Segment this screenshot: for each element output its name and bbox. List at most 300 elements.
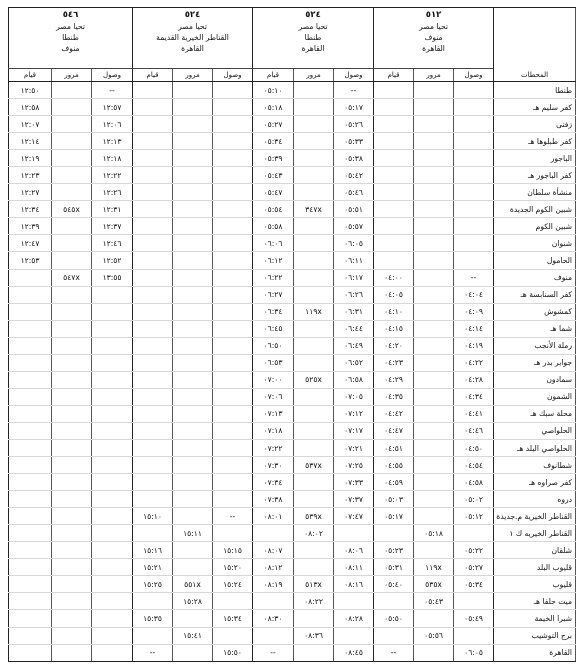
departure-time: ٠٤:٢٩ bbox=[374, 371, 414, 388]
departure-time bbox=[374, 525, 414, 542]
arrival-time bbox=[213, 303, 253, 320]
station-name: شبرا الخيمة bbox=[494, 610, 576, 627]
arrival-time: -- bbox=[334, 82, 374, 99]
pass-time: ١٥:٤١ bbox=[173, 627, 213, 644]
station-name: محلة سبك هـ bbox=[494, 405, 576, 422]
departure-time: ٠٦:٢٢ bbox=[253, 269, 294, 286]
arrival-time bbox=[213, 116, 253, 133]
arrival-time bbox=[92, 559, 133, 576]
pass-time bbox=[52, 354, 92, 371]
train-route-line: منوف bbox=[424, 33, 443, 42]
pass-time bbox=[52, 491, 92, 508]
departure-time: -- bbox=[374, 644, 414, 661]
departure-time: ١٥:٢١ bbox=[133, 559, 173, 576]
pass-time bbox=[173, 235, 213, 252]
station-name: جوابر بدر هـ bbox=[494, 354, 576, 371]
train-route-line: طنطا bbox=[304, 33, 322, 42]
arrival-time: ٠٦:٥٨ bbox=[334, 371, 374, 388]
departure-time bbox=[9, 610, 52, 627]
station-name: القناطر الخيريه ك ١ bbox=[494, 525, 576, 542]
arrival-time bbox=[92, 542, 133, 559]
pass-time bbox=[173, 133, 213, 150]
departure-time bbox=[133, 491, 173, 508]
station-name: منشأة سلطان bbox=[494, 184, 576, 201]
column-pass-label: مرور bbox=[414, 69, 454, 82]
departure-time: -- bbox=[253, 644, 294, 661]
pass-time bbox=[294, 286, 334, 303]
pass-time bbox=[414, 354, 454, 371]
pass-time bbox=[414, 491, 454, 508]
pass-time bbox=[52, 388, 92, 405]
departure-time: ٠٨:١٢ bbox=[253, 559, 294, 576]
arrival-time: -- bbox=[454, 269, 494, 286]
pass-time bbox=[294, 610, 334, 627]
train-number: ٥٢٤ bbox=[305, 10, 321, 20]
station-name: كفر السنابسة هـ bbox=[494, 286, 576, 303]
arrival-time: ٠٦:٠٥ bbox=[334, 235, 374, 252]
departure-time bbox=[9, 405, 52, 422]
station-name: قليوب bbox=[494, 576, 576, 593]
arrival-time bbox=[454, 218, 494, 235]
pass-time: ١١٩x bbox=[294, 303, 334, 320]
pass-time bbox=[173, 286, 213, 303]
arrival-time bbox=[92, 320, 133, 337]
departure-time: ١٢:١٩ bbox=[9, 150, 52, 167]
departure-time bbox=[9, 627, 52, 644]
pass-time bbox=[414, 82, 454, 99]
pass-time bbox=[173, 201, 213, 218]
column-arr-label: وصول bbox=[213, 69, 253, 82]
pass-time bbox=[414, 218, 454, 235]
pass-time bbox=[414, 99, 454, 116]
pass-time bbox=[173, 610, 213, 627]
departure-time: ١٢:٣٩ bbox=[9, 218, 52, 235]
pass-time bbox=[414, 388, 454, 405]
departure-time bbox=[374, 167, 414, 184]
station-name: القناطر الخيرية م.جديدة bbox=[494, 508, 576, 525]
departure-time: ٠٤:٥١ bbox=[374, 439, 414, 456]
train-route-line: منوف bbox=[61, 44, 80, 53]
arrival-time: ٠٤:٥٨ bbox=[454, 474, 494, 491]
departure-time bbox=[9, 491, 52, 508]
arrival-time bbox=[92, 491, 133, 508]
departure-time bbox=[133, 201, 173, 218]
departure-time bbox=[133, 269, 173, 286]
departure-time bbox=[374, 133, 414, 150]
arrival-time bbox=[334, 525, 374, 542]
arrival-time bbox=[92, 286, 133, 303]
departure-time: ٠٥:٤٠ bbox=[374, 576, 414, 593]
pass-time bbox=[414, 150, 454, 167]
arrival-time bbox=[92, 457, 133, 474]
departure-time: ١٥:١٦ bbox=[133, 542, 173, 559]
train-route-line: القناطر الخيرية القديمة bbox=[156, 33, 229, 42]
departure-time bbox=[133, 439, 173, 456]
arrival-time bbox=[213, 457, 253, 474]
departure-time: ٠٨:٣٠ bbox=[253, 610, 294, 627]
departure-time bbox=[133, 422, 173, 439]
pass-time: ١٥:٢٨ bbox=[173, 593, 213, 610]
pass-time bbox=[52, 576, 92, 593]
train-route-line: القاهرة bbox=[422, 44, 445, 53]
pass-time bbox=[414, 269, 454, 286]
station-name: ميت حلفا هـ bbox=[494, 593, 576, 610]
pass-time: ٠٥:٥٦ bbox=[414, 627, 454, 644]
pass-time bbox=[414, 167, 454, 184]
pass-time bbox=[52, 133, 92, 150]
departure-time bbox=[9, 269, 52, 286]
table-row bbox=[9, 184, 576, 201]
pass-time bbox=[414, 320, 454, 337]
arrival-time: ٠٥:٥٧ bbox=[334, 218, 374, 235]
table-row bbox=[9, 82, 576, 99]
table-row bbox=[9, 99, 576, 116]
pass-time bbox=[173, 439, 213, 456]
arrival-time bbox=[213, 337, 253, 354]
departure-time bbox=[9, 525, 52, 542]
departure-time bbox=[133, 354, 173, 371]
pass-time bbox=[173, 218, 213, 235]
arrival-time: ٠٤:٠٩ bbox=[454, 303, 494, 320]
arrival-time: ٠٥:١٧ bbox=[334, 99, 374, 116]
arrival-time: ٠٧:١٧ bbox=[334, 422, 374, 439]
departure-time: ٠٦:٠٦ bbox=[253, 235, 294, 252]
table-row bbox=[9, 525, 576, 542]
pass-time bbox=[173, 269, 213, 286]
arrival-time bbox=[213, 422, 253, 439]
departure-time: ٠٧:١٣ bbox=[253, 405, 294, 422]
column-arr-label: وصول bbox=[454, 69, 494, 82]
arrival-time bbox=[92, 474, 133, 491]
departure-time: ١٢:٥٣ bbox=[9, 252, 52, 269]
arrival-time bbox=[454, 82, 494, 99]
departure-time: ٠٥:١٨ bbox=[253, 99, 294, 116]
pass-time bbox=[414, 439, 454, 456]
stations-header-label: المحطات bbox=[520, 71, 549, 79]
arrival-time bbox=[213, 627, 253, 644]
pass-time: ٥٣٩x bbox=[294, 508, 334, 525]
departure-time: ٠٦:١٢ bbox=[253, 252, 294, 269]
departure-time: ١٢:٤٧ bbox=[9, 235, 52, 252]
arrival-time bbox=[92, 644, 133, 661]
table-row bbox=[9, 627, 576, 644]
departure-time: ١٥:٢٥ bbox=[133, 576, 173, 593]
departure-time bbox=[9, 354, 52, 371]
pass-time bbox=[52, 610, 92, 627]
pass-time bbox=[52, 371, 92, 388]
arrival-time: ٠٤:١٤ bbox=[454, 320, 494, 337]
departure-time: ٠٤:٤٢ bbox=[374, 405, 414, 422]
arrival-time bbox=[213, 269, 253, 286]
column-dep-label: قيام bbox=[374, 69, 414, 82]
pass-time bbox=[294, 235, 334, 252]
departure-time: ٠٤:٢٠ bbox=[374, 337, 414, 354]
station-name: القاهرة bbox=[494, 644, 576, 661]
departure-time bbox=[9, 320, 52, 337]
pass-time bbox=[52, 405, 92, 422]
departure-time: ٠٥:٤٣ bbox=[253, 167, 294, 184]
pass-time bbox=[294, 439, 334, 456]
pass-time bbox=[52, 320, 92, 337]
station-name: الباجور bbox=[494, 150, 576, 167]
pass-time bbox=[52, 644, 92, 661]
pass-time bbox=[173, 167, 213, 184]
pass-time bbox=[414, 508, 454, 525]
station-name: سمادون bbox=[494, 371, 576, 388]
pass-time bbox=[294, 542, 334, 559]
departure-time bbox=[9, 474, 52, 491]
table-row bbox=[9, 269, 576, 286]
arrival-time: ١٣:٥٥ bbox=[92, 269, 133, 286]
pass-time: ٥٤٥x bbox=[52, 201, 92, 218]
pass-time bbox=[414, 371, 454, 388]
pass-time bbox=[52, 627, 92, 644]
table-row bbox=[9, 610, 576, 627]
pass-time bbox=[414, 457, 454, 474]
departure-time: ٠٥:٥٤ bbox=[253, 201, 294, 218]
departure-time bbox=[9, 559, 52, 576]
arrival-time: ٠٥:٤٢ bbox=[334, 167, 374, 184]
pass-time bbox=[294, 388, 334, 405]
departure-time bbox=[9, 371, 52, 388]
departure-time bbox=[9, 286, 52, 303]
pass-time: ١٥:١١ bbox=[173, 525, 213, 542]
departure-time: ١٢:٢٧ bbox=[9, 184, 52, 201]
pass-time bbox=[173, 388, 213, 405]
departure-time bbox=[133, 82, 173, 99]
arrival-time bbox=[454, 525, 494, 542]
pass-time bbox=[52, 508, 92, 525]
pass-time bbox=[294, 320, 334, 337]
departure-time bbox=[9, 644, 52, 661]
departure-time bbox=[133, 218, 173, 235]
departure-time bbox=[253, 593, 294, 610]
pass-time bbox=[294, 405, 334, 422]
table-row bbox=[9, 133, 576, 150]
station-name: برج التوشيب bbox=[494, 627, 576, 644]
arrival-time: ٠٥:٣٨ bbox=[334, 150, 374, 167]
arrival-time bbox=[213, 525, 253, 542]
pass-time: ٥٢٥x bbox=[294, 371, 334, 388]
table-row bbox=[9, 252, 576, 269]
arrival-time: ٠٤:١٩ bbox=[454, 337, 494, 354]
pass-time bbox=[294, 422, 334, 439]
departure-time: ٠٤:٠٠ bbox=[374, 269, 414, 286]
arrival-time: ٠٦:٣١ bbox=[334, 303, 374, 320]
arrival-time bbox=[454, 116, 494, 133]
pass-time bbox=[173, 252, 213, 269]
departure-time: ٠٦:٢٧ bbox=[253, 286, 294, 303]
table-row bbox=[9, 218, 576, 235]
pass-time bbox=[52, 474, 92, 491]
pass-time bbox=[173, 337, 213, 354]
departure-time: ٠٦:٤٥ bbox=[253, 320, 294, 337]
departure-time bbox=[9, 457, 52, 474]
table-row bbox=[9, 422, 576, 439]
table-row bbox=[9, 201, 576, 218]
pass-time bbox=[414, 474, 454, 491]
column-pass-label: مرور bbox=[294, 69, 334, 82]
pass-time bbox=[294, 269, 334, 286]
arrival-time: ١٢:٢٦ bbox=[92, 184, 133, 201]
station-name: شبين الكوم الجديدة bbox=[494, 201, 576, 218]
pass-time bbox=[173, 644, 213, 661]
departure-time bbox=[133, 627, 173, 644]
arrival-time: ١٢:١٨ bbox=[92, 150, 133, 167]
pass-time bbox=[173, 354, 213, 371]
table-row bbox=[9, 474, 576, 491]
pass-time bbox=[294, 184, 334, 201]
arrival-time bbox=[454, 593, 494, 610]
pass-time bbox=[52, 286, 92, 303]
departure-time bbox=[9, 576, 52, 593]
table-row bbox=[9, 491, 576, 508]
departure-time: ١٥:٣٥ bbox=[133, 610, 173, 627]
pass-time bbox=[294, 559, 334, 576]
departure-time bbox=[9, 337, 52, 354]
arrival-time bbox=[92, 371, 133, 388]
arrival-time bbox=[213, 235, 253, 252]
departure-time bbox=[9, 542, 52, 559]
arrival-time bbox=[213, 371, 253, 388]
arrival-time: ١٢:٢٢ bbox=[92, 167, 133, 184]
train-route-line: تحيا مصر bbox=[419, 22, 448, 31]
pass-time bbox=[52, 184, 92, 201]
station-name: شنوان bbox=[494, 235, 576, 252]
departure-time bbox=[133, 337, 173, 354]
station-name: زفتى bbox=[494, 116, 576, 133]
departure-time: ٠٤:٤٧ bbox=[374, 422, 414, 439]
station-name: شلقان bbox=[494, 542, 576, 559]
pass-time bbox=[414, 286, 454, 303]
pass-time bbox=[414, 422, 454, 439]
arrival-time: ٠٦:٤٩ bbox=[334, 337, 374, 354]
pass-time bbox=[52, 82, 92, 99]
departure-time bbox=[133, 150, 173, 167]
arrival-time: ٠٨:١١ bbox=[334, 559, 374, 576]
timetable bbox=[8, 7, 576, 662]
pass-time bbox=[414, 542, 454, 559]
departure-time bbox=[133, 525, 173, 542]
pass-time bbox=[294, 82, 334, 99]
arrival-time bbox=[454, 150, 494, 167]
arrival-time: ٠٦:١٧ bbox=[334, 269, 374, 286]
departure-time bbox=[133, 303, 173, 320]
arrival-time bbox=[92, 610, 133, 627]
table-row bbox=[9, 644, 576, 661]
pass-time: ٠٨:٢٢ bbox=[294, 593, 334, 610]
departure-time: ٠٧:٢٢ bbox=[253, 439, 294, 456]
departure-time bbox=[133, 405, 173, 422]
departure-time bbox=[133, 371, 173, 388]
departure-time: ١٢:٢٣ bbox=[9, 167, 52, 184]
pass-time bbox=[173, 474, 213, 491]
pass-time bbox=[414, 133, 454, 150]
departure-time: ٠٦:٥٣ bbox=[253, 354, 294, 371]
arrival-time: ٠٨:٢٨ bbox=[334, 610, 374, 627]
departure-time bbox=[9, 303, 52, 320]
departure-time bbox=[374, 593, 414, 610]
arrival-time bbox=[92, 337, 133, 354]
departure-time bbox=[374, 201, 414, 218]
arrival-time: ٠٧:٢١ bbox=[334, 439, 374, 456]
train-route-line: القاهرة bbox=[181, 44, 204, 53]
table-row bbox=[9, 354, 576, 371]
train-route-line: تحيا مصر bbox=[56, 22, 85, 31]
train-route-line: تحيا مصر bbox=[298, 22, 328, 31]
pass-time bbox=[52, 439, 92, 456]
departure-time bbox=[374, 99, 414, 116]
departure-time: ٠٥:٣١ bbox=[374, 559, 414, 576]
column-arr-label: وصول bbox=[334, 69, 374, 82]
arrival-time bbox=[213, 167, 253, 184]
pass-time bbox=[294, 491, 334, 508]
arrival-time bbox=[454, 201, 494, 218]
pass-time bbox=[294, 218, 334, 235]
departure-time bbox=[133, 235, 173, 252]
departure-time bbox=[133, 388, 173, 405]
pass-time bbox=[173, 422, 213, 439]
train-route-line: تحيا مصر bbox=[178, 22, 207, 31]
pass-time bbox=[173, 542, 213, 559]
departure-time: ٠٧:٣٤ bbox=[253, 474, 294, 491]
pass-time bbox=[173, 184, 213, 201]
departure-time: ٠٤:١٠ bbox=[374, 303, 414, 320]
pass-time bbox=[414, 337, 454, 354]
arrival-time bbox=[454, 184, 494, 201]
pass-time bbox=[414, 252, 454, 269]
departure-time bbox=[9, 593, 52, 610]
departure-time: ٠٥:١٧ bbox=[374, 508, 414, 525]
arrival-time: ١٥:١٥ bbox=[213, 542, 253, 559]
train-number: ٥٢٤ bbox=[184, 10, 201, 20]
arrival-time: ١٥:٢٤ bbox=[213, 576, 253, 593]
arrival-time bbox=[454, 627, 494, 644]
pass-time: ٣٤٧x bbox=[294, 201, 334, 218]
departure-time: ٠٥:٣٩ bbox=[253, 150, 294, 167]
arrival-time: ٠٦:١١ bbox=[334, 252, 374, 269]
pass-time bbox=[294, 167, 334, 184]
station-name: شما هـ bbox=[494, 320, 576, 337]
departure-time bbox=[133, 116, 173, 133]
train-header bbox=[133, 8, 253, 69]
pass-time: ٥٤٧x bbox=[52, 269, 92, 286]
station-name: شبين الكوم bbox=[494, 218, 576, 235]
arrival-time bbox=[454, 167, 494, 184]
pass-time bbox=[414, 405, 454, 422]
table-row bbox=[9, 559, 576, 576]
departure-time bbox=[133, 252, 173, 269]
pass-time bbox=[414, 201, 454, 218]
pass-time: ٠٥:٤٣ bbox=[414, 593, 454, 610]
arrival-time bbox=[213, 286, 253, 303]
arrival-time: ٠٦:٥٢ bbox=[334, 354, 374, 371]
arrival-time bbox=[92, 388, 133, 405]
arrival-time bbox=[92, 405, 133, 422]
arrival-time: ١٢:٠٦ bbox=[92, 116, 133, 133]
arrival-time bbox=[213, 82, 253, 99]
departure-time: ١٢:٥٨ bbox=[9, 99, 52, 116]
arrival-time bbox=[92, 354, 133, 371]
departure-time: ٠٥:٥٠ bbox=[374, 610, 414, 627]
arrival-time bbox=[454, 235, 494, 252]
departure-time bbox=[374, 82, 414, 99]
arrival-time: ٠٦:٠٥ bbox=[454, 644, 494, 661]
table-row bbox=[9, 439, 576, 456]
station-name: منوف bbox=[494, 269, 576, 286]
stations-header bbox=[494, 8, 576, 82]
arrival-time: ٠٥:٠٢ bbox=[454, 491, 494, 508]
